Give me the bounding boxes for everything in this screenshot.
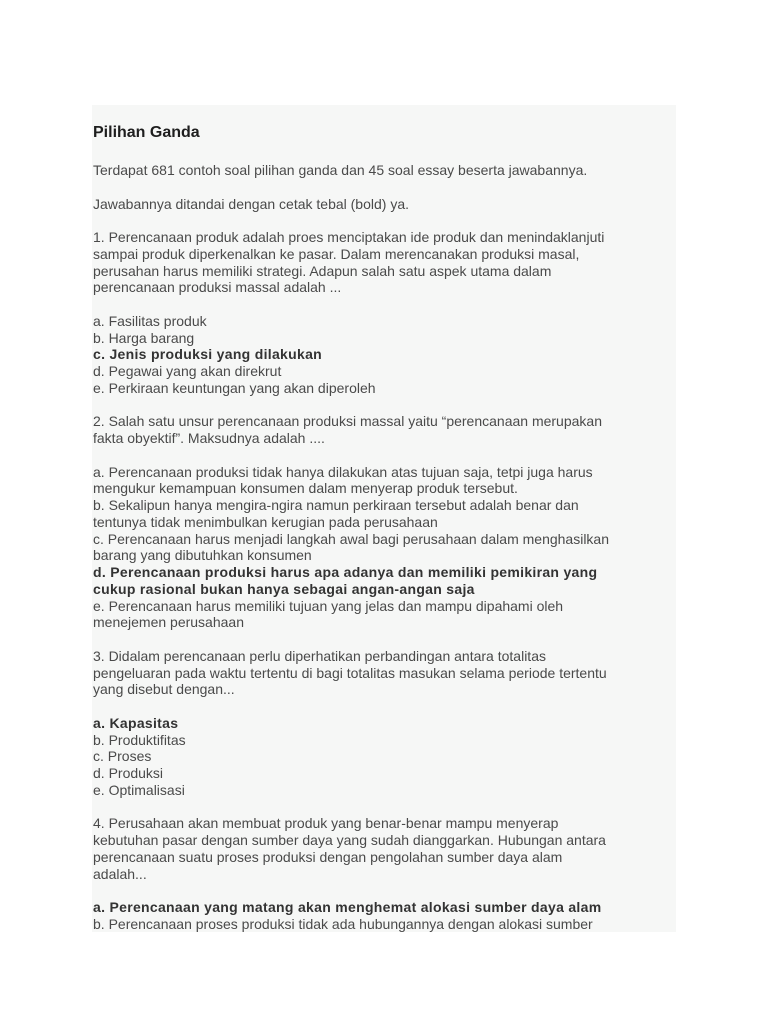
answer-option (93, 380, 609, 397)
text-line: Jawabannya ditandai dengan cetak tebal (bold) ya. (93, 195, 409, 212)
text-line: a. Kapasitas (93, 714, 179, 731)
paragraph (93, 648, 609, 698)
paragraph (93, 196, 609, 213)
text-line: 1. Perencanaan produk adalah proes menciptakan ide produk dan menindaklanjuti (93, 229, 605, 245)
text-line: a. Perencanaan yang matang akan menghemat alokasi sumber daya alam (93, 899, 602, 915)
text-line: perencanaan produksi massal adalah ... (93, 279, 342, 296)
text-line: Terdapat 681 contoh soal pilihan ganda dan 45 soal essay beserta jawabannya. (93, 162, 588, 178)
text-line: c. Perencanaan harus menjadi langkah awal bagi perusahaan dalam menghasilkan (93, 530, 610, 547)
text-line: a. Fasilitas produk (93, 312, 207, 329)
answer-option-correct (93, 564, 609, 598)
answer-option-correct (93, 899, 609, 916)
text-line: kebutuhan pasar dengan sumber daya yang sudah dianggarkan. Hubungan antara (93, 832, 606, 848)
text-line: c. Proses (93, 748, 152, 765)
text-line: b. Sekalipun hanya mengira-ngira namun perkiraan tersebut adalah benar dan (93, 497, 579, 513)
text-line: menejemen perusahaan (93, 614, 244, 631)
answer-options (93, 715, 609, 799)
document-page (92, 105, 676, 932)
answer-option-correct (93, 715, 609, 732)
text-line: cukup rasional bukan hanya sebagai angan-angan saja (93, 580, 475, 597)
text-line: d. Pegawai yang akan direkrut (93, 363, 282, 379)
text-line: adalah... (93, 865, 147, 882)
text-line: d. Perencanaan produksi harus apa adanya dan memiliki pemikiran yang (93, 564, 598, 580)
page-title: Pilihan Ganda (93, 124, 200, 141)
answer-option (93, 598, 609, 632)
answer-option (93, 782, 609, 799)
text-line: a. Perencanaan produksi tidak hanya dilakukan atas tujuan saja, tetpi juga harus (93, 463, 593, 480)
text-line: perusahan harus memiliki strategi. Adapun salah satu aspek utama dalam (93, 262, 552, 279)
text-line: fakta obyektif”. Maksudnya adalah .... (93, 430, 325, 446)
text-line: sampai produk diperkenalkan ke pasar. Dalam merencanakan produksi masal, (93, 245, 580, 262)
text-line: c. Jenis produksi yang dilakukan (93, 346, 323, 363)
answer-options (93, 899, 609, 932)
answer-option (93, 916, 609, 932)
text-line: b. Perencanaan proses produksi tidak ada hubungannya dengan alokasi sumber (93, 915, 593, 932)
paragraph (93, 162, 609, 179)
paragraph (93, 815, 609, 882)
answer-option-correct (93, 346, 609, 363)
text-line: yang disebut dengan... (93, 681, 235, 698)
text-line: 2. Salah satu unsur perencanaan produksi massal yaitu “perencanaan merupakan (93, 413, 602, 430)
text-line: e. Perencanaan harus memiliki tujuan yang jelas dan mampu dipahami oleh (93, 597, 564, 614)
text-line: pengeluaran pada waktu tertentu di bagi totalitas masukan selama periode tertentu (93, 664, 607, 681)
answer-option (93, 497, 609, 531)
text-line: b. Harga barang (93, 329, 195, 346)
text-line: 3. Didalam perencanaan perlu diperhatikan perbandingan antara totalitas (93, 647, 546, 664)
answer-options (93, 464, 609, 632)
text-line: tentunya tidak menimbulkan kerugian pada perusahaan (93, 513, 438, 530)
document-body (93, 162, 609, 932)
answer-option (93, 464, 609, 498)
answer-option (93, 363, 609, 380)
text-line: b. Produktifitas (93, 731, 186, 748)
answer-option (93, 330, 609, 347)
answer-option (93, 765, 609, 782)
answer-option (93, 732, 609, 749)
paragraph (93, 229, 609, 296)
answer-option (93, 748, 609, 765)
text-line: d. Produksi (93, 765, 164, 781)
text-line: mengukur kemampuan konsumen dalam menyerap produk tersebut. (93, 480, 518, 497)
answer-option (93, 313, 609, 330)
text-line: barang yang dibutuhkan konsumen (93, 547, 312, 564)
text-line: e. Optimalisasi (93, 781, 185, 798)
paragraph (93, 413, 609, 447)
answer-option (93, 531, 609, 565)
text-line: 4. Perusahaan akan membuat produk yang benar-benar mampu menyerap (93, 815, 559, 832)
text-line: e. Perkiraan keuntungan yang akan diperoleh (93, 379, 376, 396)
answer-options (93, 313, 609, 397)
text-line: perencanaan suatu proses produksi dengan pengolahan sumber daya alam (93, 848, 563, 865)
